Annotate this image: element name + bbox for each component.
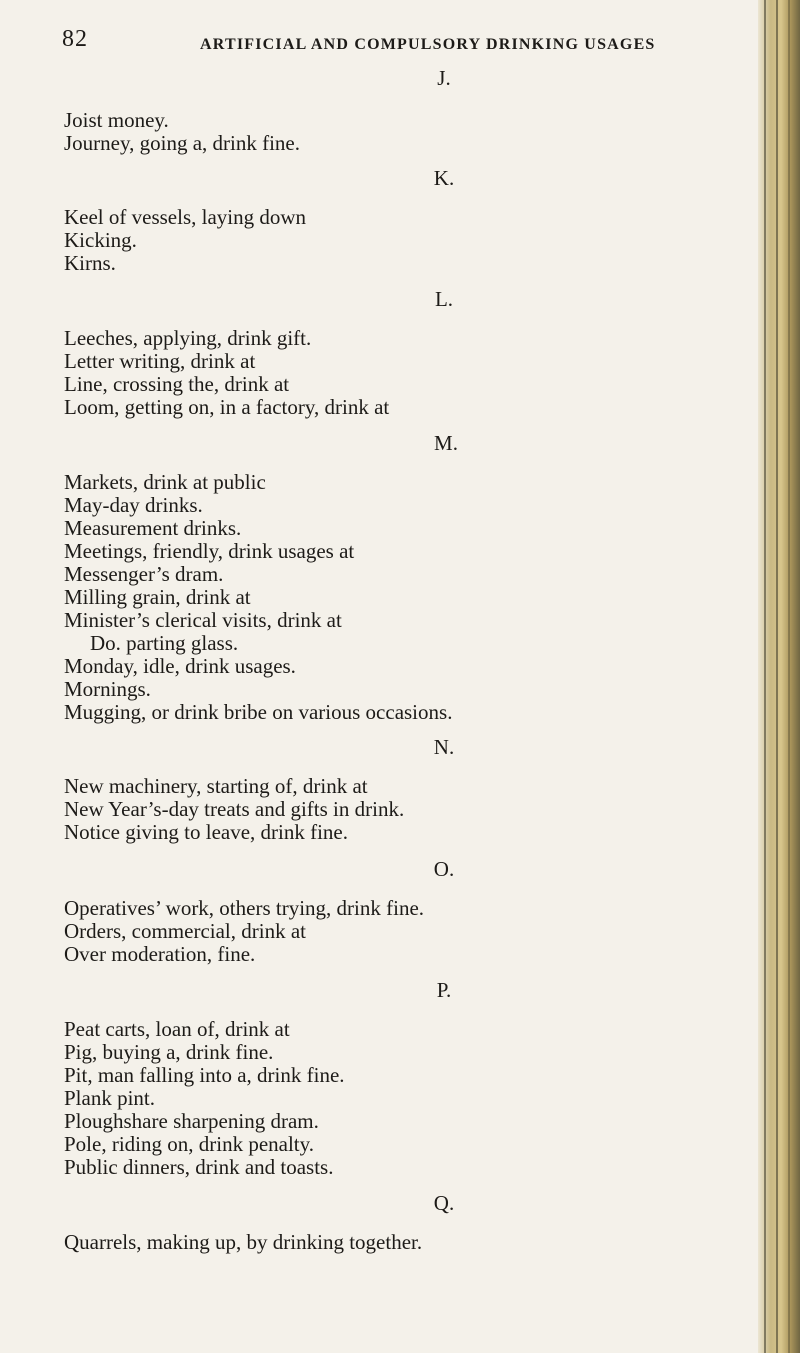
section-letter-n: N. xyxy=(433,735,455,759)
index-entry: Keel of vessels, laying down xyxy=(64,205,307,229)
section-letter-k: K. xyxy=(433,166,455,190)
index-entry-ditto: Do. parting glass. xyxy=(90,631,239,655)
index-entry: Milling grain, drink at xyxy=(64,585,251,609)
index-entry: Line, crossing the, drink at xyxy=(64,372,290,396)
index-entry: Public dinners, drink and toasts. xyxy=(64,1155,334,1179)
index-entry: Kicking. xyxy=(64,228,137,252)
page-edge-line xyxy=(764,0,766,1353)
index-entry: Kirns. xyxy=(64,251,116,275)
book-page-edge xyxy=(758,0,800,1353)
index-entry: New Year’s-day treats and gifts in drink. xyxy=(64,797,405,821)
index-entry: Joist money. xyxy=(64,108,169,132)
section-letter-m: M. xyxy=(434,431,458,455)
section-letter-o: O. xyxy=(433,857,455,881)
index-entry: Over moderation, fine. xyxy=(64,942,256,966)
index-entry: Peat carts, loan of, drink at xyxy=(64,1017,290,1041)
page-edge-line xyxy=(788,0,790,1353)
index-entry: Meetings, friendly, drink usages at xyxy=(64,539,355,563)
running-head: ARTIFICIAL AND COMPULSORY DRINKING USAGES xyxy=(200,36,656,53)
section-letter-p: P. xyxy=(436,978,452,1002)
index-entry: Operatives’ work, others trying, drink fine. xyxy=(64,896,425,920)
index-entry: Pig, buying a, drink fine. xyxy=(64,1040,274,1064)
index-entry: Mornings. xyxy=(64,677,151,701)
index-entry: Ploughshare sharpening dram. xyxy=(64,1109,319,1133)
index-entry: New machinery, starting of, drink at xyxy=(64,774,368,798)
section-letter-j: J. xyxy=(437,66,451,90)
section-letter-q: Q. xyxy=(433,1191,455,1215)
index-entry: Pole, riding on, drink penalty. xyxy=(64,1132,315,1156)
index-entry: Letter writing, drink at xyxy=(64,349,256,373)
index-entry: Orders, commercial, drink at xyxy=(64,919,306,943)
index-entry: Leeches, applying, drink gift. xyxy=(64,326,312,350)
index-entry: Messenger’s dram. xyxy=(64,562,224,586)
index-entry: Pit, man falling into a, drink fine. xyxy=(64,1063,345,1087)
page-number: 82 xyxy=(62,26,88,52)
index-entry: Quarrels, making up, by drinking together. xyxy=(64,1230,423,1254)
index-entry: Monday, idle, drink usages. xyxy=(64,654,296,678)
section-letter-l: L. xyxy=(434,287,454,311)
page-edge-line xyxy=(776,0,778,1353)
index-entry: Plank pint. xyxy=(64,1086,156,1110)
index-entry: Measurement drinks. xyxy=(64,516,242,540)
index-entry: Minister’s clerical visits, drink at xyxy=(64,608,342,632)
index-entry: Markets, drink at public xyxy=(64,470,266,494)
index-entry: May-day drinks. xyxy=(64,493,203,517)
index-entry: Journey, going a, drink fine. xyxy=(64,131,301,155)
index-entry: Loom, getting on, in a factory, drink at xyxy=(64,395,390,419)
index-entry: Notice giving to leave, drink fine. xyxy=(64,820,349,844)
index-entry: Mugging, or drink bribe on various occasions. xyxy=(64,700,453,724)
